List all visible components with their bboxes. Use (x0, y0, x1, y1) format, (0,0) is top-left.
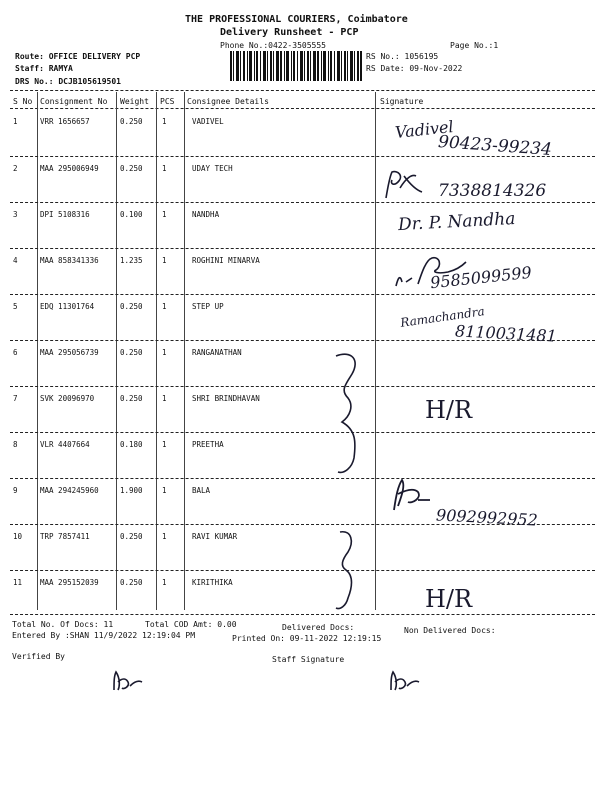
staff-signature-label: Staff Signature (272, 655, 345, 664)
row-weight: 0.250 (120, 302, 143, 311)
total-cod: Total COD Amt: 0.00 (145, 620, 237, 629)
signature-name: Dr. P. Nandha (397, 208, 516, 236)
row-weight: 0.180 (120, 440, 143, 449)
row-consignment: MAA 295056739 (40, 348, 99, 357)
company-name: THE PROFESSIONAL COURIERS, Coimbatore (185, 14, 408, 25)
total-docs: Total No. Of Docs: 11 (12, 620, 114, 629)
hr-mark: H/R (425, 396, 473, 424)
column-line (37, 92, 38, 610)
column-line (116, 92, 117, 610)
col-header-weight: Weight (120, 97, 149, 106)
row-weight: 1.900 (120, 486, 143, 495)
signature-scribble (382, 168, 442, 202)
row-sno: 2 (13, 164, 18, 173)
row-weight: 0.100 (120, 210, 143, 219)
row-pcs: 1 (162, 440, 167, 449)
drs-number: DRS No.: DCJB105619501 (15, 77, 121, 86)
row-divider (10, 570, 595, 571)
row-sno: 5 (13, 302, 18, 311)
row-divider (10, 432, 595, 433)
barcode (230, 51, 362, 81)
bracket-mark (330, 526, 370, 612)
hr-mark: H/R (425, 585, 473, 613)
column-line (375, 92, 376, 610)
row-divider (10, 478, 595, 479)
row-sno: 3 (13, 210, 18, 219)
signature-phone: 7338814326 (438, 181, 547, 201)
row-sno: 11 (13, 578, 23, 587)
row-weight: 0.250 (120, 394, 143, 403)
verifier-signature (108, 668, 148, 694)
row-sno: 4 (13, 256, 18, 265)
row-pcs: 1 (162, 578, 167, 587)
row-consignee: STEP UP (192, 302, 224, 311)
row-pcs: 1 (162, 486, 167, 495)
row-consignee: RAVI KUMAR (192, 532, 238, 541)
row-sno: 9 (13, 486, 18, 495)
delivered-docs: Delivered Docs: (282, 623, 355, 632)
row-consignee: RANGANATHAN (192, 348, 242, 357)
row-consignment: SVK 20096970 (40, 394, 95, 403)
row-divider (10, 386, 595, 387)
row-pcs: 1 (162, 348, 167, 357)
col-header-sno: S No (13, 97, 33, 106)
rs-number: RS No.: 1056195 (366, 52, 439, 61)
row-consignee: UDAY TECH (192, 164, 233, 173)
row-sno: 10 (13, 532, 23, 541)
row-pcs: 1 (162, 210, 167, 219)
route-label: Route: OFFICE DELIVERY PCP (15, 52, 141, 61)
row-divider (10, 248, 595, 249)
row-consignment: MAA 295152039 (40, 578, 99, 587)
row-consignee: BALA (192, 486, 211, 495)
row-pcs: 1 (162, 164, 167, 173)
row-consignment: VLR 4407664 (40, 440, 90, 449)
row-consignment: VRR 1656657 (40, 117, 90, 126)
signature-phone: 9585099599 (429, 262, 533, 293)
row-weight: 1.235 (120, 256, 143, 265)
staff-signature (385, 668, 425, 694)
row-divider (10, 294, 595, 295)
row-consignment: EDQ 11301764 (40, 302, 95, 311)
rs-date: RS Date: 09-Nov-2022 (366, 64, 463, 73)
row-consignment: MAA 295006949 (40, 164, 99, 173)
col-header-consignment: Consignment No (40, 97, 108, 106)
row-weight: 0.250 (120, 117, 143, 126)
divider (10, 108, 595, 109)
row-consignee: VADIVEL (192, 117, 224, 126)
page-title: Delivery Runsheet - PCP (220, 27, 359, 38)
row-weight: 0.250 (120, 532, 143, 541)
row-pcs: 1 (162, 394, 167, 403)
row-pcs: 1 (162, 532, 167, 541)
row-sno: 8 (13, 440, 18, 449)
row-divider (10, 614, 595, 615)
non-delivered-docs: Non Delivered Docs: (404, 626, 496, 635)
signature-scribble (388, 476, 438, 516)
row-consignee: SHRI BRINDHAVAN (192, 394, 260, 403)
printed-on: Printed On: 09-11-2022 12:19:15 (232, 634, 382, 643)
entered-by: Entered By :SHAN 11/9/2022 12:19:04 PM (12, 631, 196, 640)
page-number: Page No.:1 (450, 41, 499, 50)
signature-name: Vadivel (394, 116, 455, 143)
verified-by-label: Verified By (12, 652, 65, 661)
staff-label: Staff: RAMYA (15, 64, 73, 73)
row-consignee: NANDHA (192, 210, 220, 219)
row-consignment: TRP 7857411 (40, 532, 90, 541)
row-weight: 0.250 (120, 164, 143, 173)
row-consignee: PREETHA (192, 440, 224, 449)
row-divider (10, 202, 595, 203)
row-pcs: 1 (162, 117, 167, 126)
signature-phone: 90423-99234 (437, 132, 553, 160)
col-header-consignee: Consignee Details (187, 97, 269, 106)
row-pcs: 1 (162, 302, 167, 311)
column-line (156, 92, 157, 610)
column-line (184, 92, 185, 610)
row-consignee: KIRITHIKA (192, 578, 233, 587)
row-consignment: MAA 294245960 (40, 486, 99, 495)
row-weight: 0.250 (120, 578, 143, 587)
col-header-pcs: PCS (160, 97, 175, 106)
signature-phone: 8110031481 (454, 321, 558, 346)
row-weight: 0.250 (120, 348, 143, 357)
signature-name: Ramachandra (399, 304, 486, 330)
divider (10, 90, 595, 91)
col-header-signature: Signature (380, 97, 424, 106)
row-sno: 6 (13, 348, 18, 357)
row-consignment: MAA 858341336 (40, 256, 99, 265)
row-sno: 1 (13, 117, 18, 126)
row-consignee: ROGHINI MINARVA (192, 256, 260, 265)
bracket-mark (330, 350, 370, 478)
row-pcs: 1 (162, 256, 167, 265)
phone-number: Phone No.:0422-3505555 (220, 41, 326, 50)
signature-phone: 9092992952 (435, 505, 539, 530)
row-consignment: DPI 5108316 (40, 210, 90, 219)
row-sno: 7 (13, 394, 18, 403)
